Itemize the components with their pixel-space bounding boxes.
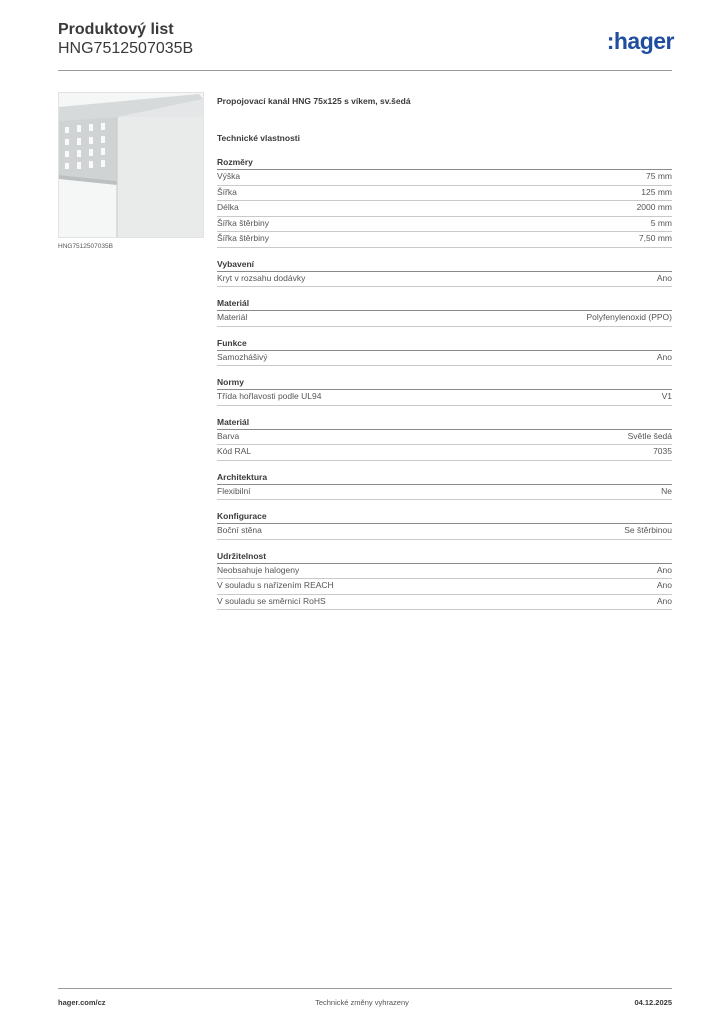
row-value: Ne — [661, 485, 672, 496]
row-label: Délka — [217, 202, 239, 212]
table-row — [217, 201, 672, 217]
row-value: Ano — [656, 564, 672, 575]
section-material — [217, 298, 672, 327]
row-label: V souladu s nařízením REACH — [217, 580, 334, 590]
product-code: HNG7512507035B — [58, 40, 194, 57]
footer-date: 04.12.2025 — [634, 998, 672, 1007]
section-title: Normy — [217, 377, 672, 390]
table-row — [217, 445, 672, 461]
row-value: Světle šedá — [627, 430, 672, 441]
row-value: 7,50 mm — [638, 233, 672, 243]
row-label: Boční stěna — [217, 525, 262, 535]
row-value: 5 mm — [650, 217, 672, 228]
section-normy — [217, 377, 672, 406]
row-value: Ano — [656, 272, 672, 283]
row-value: Se štěrbinou — [624, 525, 672, 535]
section-title: Udržitelnost — [217, 551, 672, 564]
table-row — [217, 524, 672, 540]
row-value: 2000 mm — [636, 202, 672, 212]
row-label: Třída hořlavosti podle UL94 — [217, 391, 322, 401]
product-image — [58, 92, 204, 238]
row-label: Kód RAL — [217, 446, 252, 456]
row-label: Šířka štěrbiny — [217, 217, 269, 228]
page-header — [58, 20, 193, 58]
section-architektura — [217, 472, 672, 501]
row-label: Kryt v rozsahu dodávky — [217, 272, 306, 283]
row-value: V1 — [661, 391, 672, 401]
cable-duct-illustration — [59, 93, 203, 237]
section-funkce — [217, 338, 672, 367]
logo-text: hager — [613, 28, 674, 54]
row-value: 125 mm — [641, 186, 672, 197]
row-label: Samozhášivý — [217, 351, 268, 362]
table-row — [217, 430, 672, 446]
tech-properties-title: Technické vlastnosti — [217, 133, 300, 143]
row-value: Ano — [656, 595, 672, 606]
table-row — [217, 390, 672, 406]
section-material-2 — [217, 417, 672, 461]
row-label: V souladu se směrnicí RoHS — [217, 595, 326, 606]
row-label: Výška — [217, 171, 241, 181]
footer-divider — [58, 988, 672, 989]
section-title: Architektura — [217, 472, 672, 485]
section-konfigurace — [217, 511, 672, 540]
product-name: Propojovací kanál HNG 75x125 s víkem, sv.šedá — [217, 96, 411, 106]
section-vybaveni — [217, 259, 672, 288]
section-title: Konfigurace — [217, 511, 672, 524]
product-details — [217, 96, 672, 621]
section-title: Materiál — [217, 298, 672, 311]
table-row — [217, 232, 672, 248]
row-label: Barva — [217, 430, 240, 441]
image-caption: HNG7512507035B — [58, 243, 113, 250]
section-title: Materiál — [217, 417, 672, 430]
table-row — [217, 217, 672, 233]
row-label: Materiál — [217, 312, 248, 322]
table-row — [217, 579, 672, 595]
section-title: Funkce — [217, 338, 672, 351]
table-row — [217, 595, 672, 611]
table-row — [217, 564, 672, 580]
section-udrzitelnost — [217, 551, 672, 611]
table-row — [217, 170, 672, 186]
header-divider — [58, 70, 672, 71]
row-value: Ano — [656, 351, 672, 362]
row-label: Šířka — [217, 186, 237, 197]
footer-note: Technické změny vyhrazeny — [315, 998, 409, 1007]
row-label: Šířka štěrbiny — [217, 233, 269, 243]
table-row — [217, 311, 672, 327]
section-title: Rozměry — [217, 157, 672, 170]
row-value: Polyfenylenoxid (PPO) — [586, 312, 672, 322]
section-rozmery — [217, 157, 672, 248]
footer-website-link[interactable]: hager.com/cz — [58, 998, 106, 1007]
table-row — [217, 272, 672, 288]
table-row — [217, 186, 672, 202]
table-row — [217, 485, 672, 501]
row-value: 7035 — [653, 446, 672, 456]
row-value: 75 mm — [646, 171, 672, 181]
row-label: Flexibilní — [217, 485, 251, 496]
page-title: Produktový list — [58, 21, 174, 38]
row-label: Neobsahuje halogeny — [217, 564, 300, 575]
hager-logo: :hager — [606, 28, 674, 54]
row-value: Ano — [656, 580, 672, 590]
table-row — [217, 351, 672, 367]
section-title: Vybavení — [217, 259, 672, 272]
